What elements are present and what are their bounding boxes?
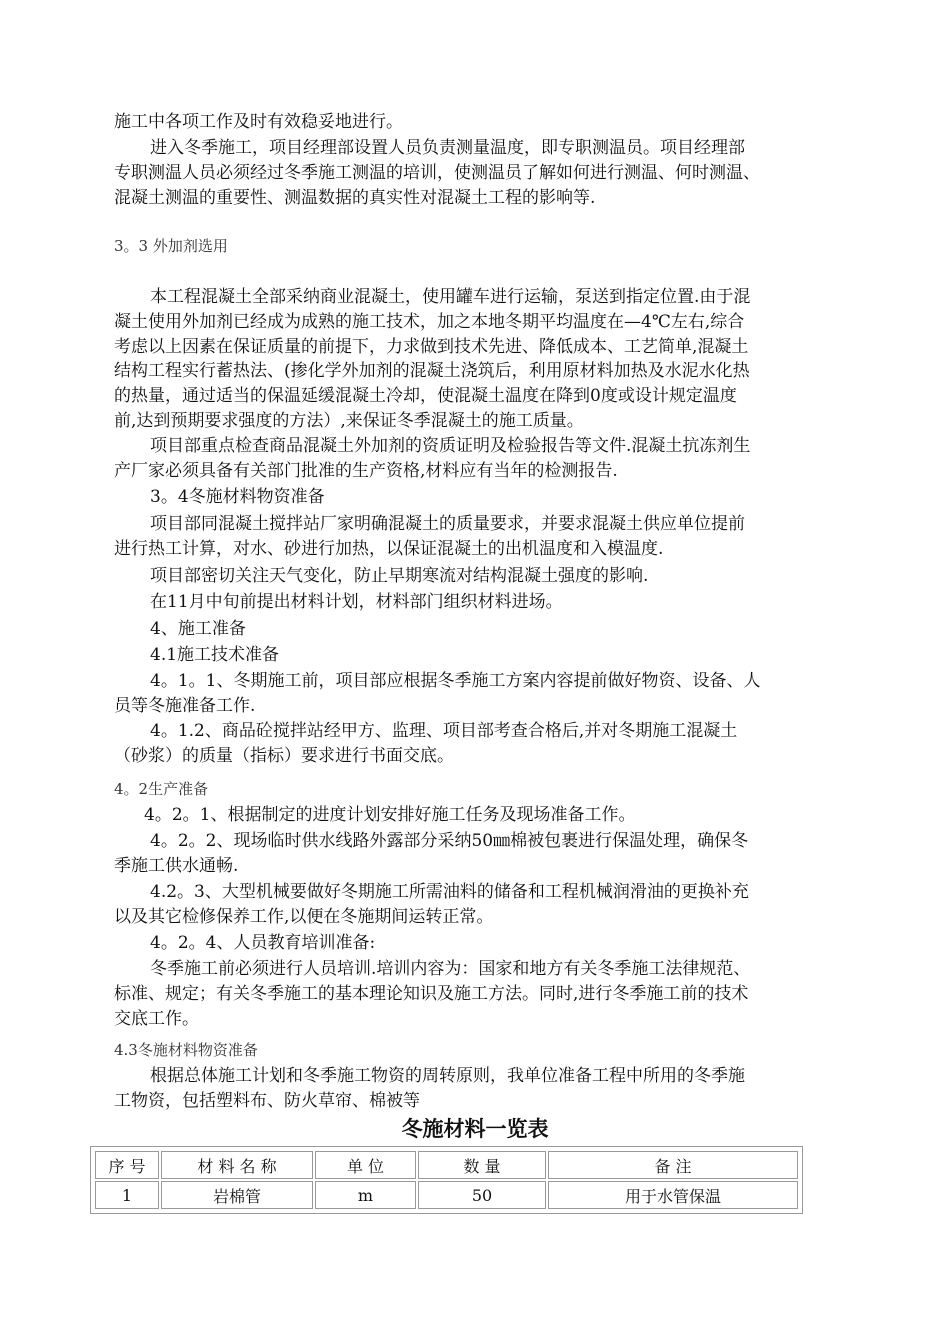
text-line: 4.2。3、大型机械要做好冬期施工所需油料的储备和工程机械润滑油的更换补充 (150, 882, 749, 902)
table-cell: 50 (418, 1181, 546, 1209)
text-line: 专职测温人员必须经过冬季施工测温的培训，使测温员了解如何进行测温、何时测温、 (114, 163, 760, 183)
header-cell: 序 号 (95, 1151, 159, 1179)
header-cell: 单 位 (315, 1151, 416, 1179)
table-cell: m (315, 1181, 416, 1209)
text-line: 项目部密切关注天气变化，防止早期寒流对结构混凝土强度的影响. (150, 566, 649, 586)
text-line: 标准、规定；有关冬季施工的基本理论知识及施工方法。同时,进行冬季施工前的技术 (114, 984, 749, 1004)
materials-table (90, 1146, 803, 1214)
table-row (95, 1181, 798, 1209)
section-heading: 4.3冬施材料物资准备 (114, 1041, 258, 1059)
text-line: 员等冬施准备工作. (114, 696, 256, 716)
header-cell: 材 料 名 称 (161, 1151, 313, 1179)
text-line: 4。2。4、人员教育培训准备: (150, 933, 376, 953)
text-line: 凝土使用外加剂已经成为成熟的施工技术，加之本地冬期平均温度在—4℃左右,综合 (114, 312, 745, 332)
text-line: 以及其它检修保养工作,以便在冬施期间运转正常。 (114, 907, 494, 927)
text-line: 结构工程实行蓄热法、(掺化学外加剂的混凝土浇筑后，利用原材料加热及水泥水化热 (114, 361, 750, 381)
text-line: 产厂家必须具备有关部门批准的生产资格,材料应有当年的检测报告. (114, 461, 618, 481)
text-line: 本工程混凝土全部采纳商业混凝土，使用罐车进行运输，泵送到指定位置.由于混 (150, 287, 751, 307)
text-line: 根据总体施工计划和冬季施工物资的周转原则，我单位准备工程中所用的冬季施 (150, 1066, 745, 1086)
text-line: 的热量，通过适当的保温延缓混凝土冷却，使混凝土温度在降到0度或设计规定温度 (114, 386, 737, 406)
table-header-row (95, 1151, 798, 1179)
text-line: 4。1.2、商品砼搅拌站经甲方、监理、项目部考查合格后,并对冬期施工混凝土 (150, 721, 738, 741)
text-line: 进入冬季施工，项目经理部设置人员负责测量温度，即专职测温员。项目经理部 (150, 138, 745, 158)
section-heading: 4.1施工技术准备 (150, 645, 280, 665)
text-line: 施工中各项工作及时有效稳妥地进行。 (114, 112, 403, 132)
text-line: 工物资，包括塑料布、防火草帘、棉被等 (114, 1091, 420, 1111)
text-line: 进行热工计算，对水、砂进行加热，以保证混凝土的出机温度和入模温度. (114, 539, 664, 559)
section-heading: 4、施工准备 (150, 619, 246, 639)
table-title: 冬施材料一览表 (401, 1117, 549, 1141)
text-line: 4。2。1、根据制定的进度计划安排好施工任务及现场准备工作。 (144, 805, 636, 825)
section-heading: 3。3 外加剂选用 (114, 237, 228, 255)
text-line: 项目部同混凝土搅拌站厂家明确混凝土的质量要求，并要求混凝土供应单位提前 (150, 514, 745, 534)
text-line: 4。2。2、现场临时供水线路外露部分采纳50㎜棉被包裹进行保温处理，确保冬 (150, 831, 749, 851)
header-cell: 数 量 (418, 1151, 546, 1179)
text-line: 混凝土测温的重要性、测温数据的真实性对混凝土工程的影响等. (114, 188, 596, 208)
text-line: 考虑以上因素在保证质量的前提下，力求做到技术先进、降低成本、工艺简单,混凝土 (114, 337, 749, 357)
text-line: （砂浆）的质量（指标）要求进行书面交底。 (114, 746, 454, 766)
table-cell: 岩棉管 (161, 1181, 313, 1209)
section-heading: 3。4冬施材料物资准备 (150, 487, 325, 507)
text-line: 交底工作。 (114, 1009, 199, 1029)
text-line: 在11月中旬前提出材料计划，材料部门组织材料进场。 (150, 592, 563, 612)
table-cell: 1 (95, 1181, 159, 1209)
text-line: 季施工供水通畅. (114, 856, 239, 876)
header-cell: 备 注 (548, 1151, 798, 1179)
text-line: 冬季施工前必须进行人员培训.培训内容为：国家和地方有关冬季施工法律规范、 (150, 959, 751, 979)
section-heading: 4。2生产准备 (114, 780, 209, 798)
text-line: 项目部重点检查商品混凝土外加剂的资质证明及检验报告等文件.混凝土抗冻剂生 (150, 436, 751, 456)
text-line: 前,达到预期要求强度的方法）,来保证冬季混凝土的施工质量。 (114, 411, 584, 431)
table-cell: 用于水管保温 (548, 1181, 798, 1209)
text-line: 4。1。1、冬期施工前，项目部应根据冬季施工方案内容提前做好物资、设备、人 (150, 671, 761, 691)
